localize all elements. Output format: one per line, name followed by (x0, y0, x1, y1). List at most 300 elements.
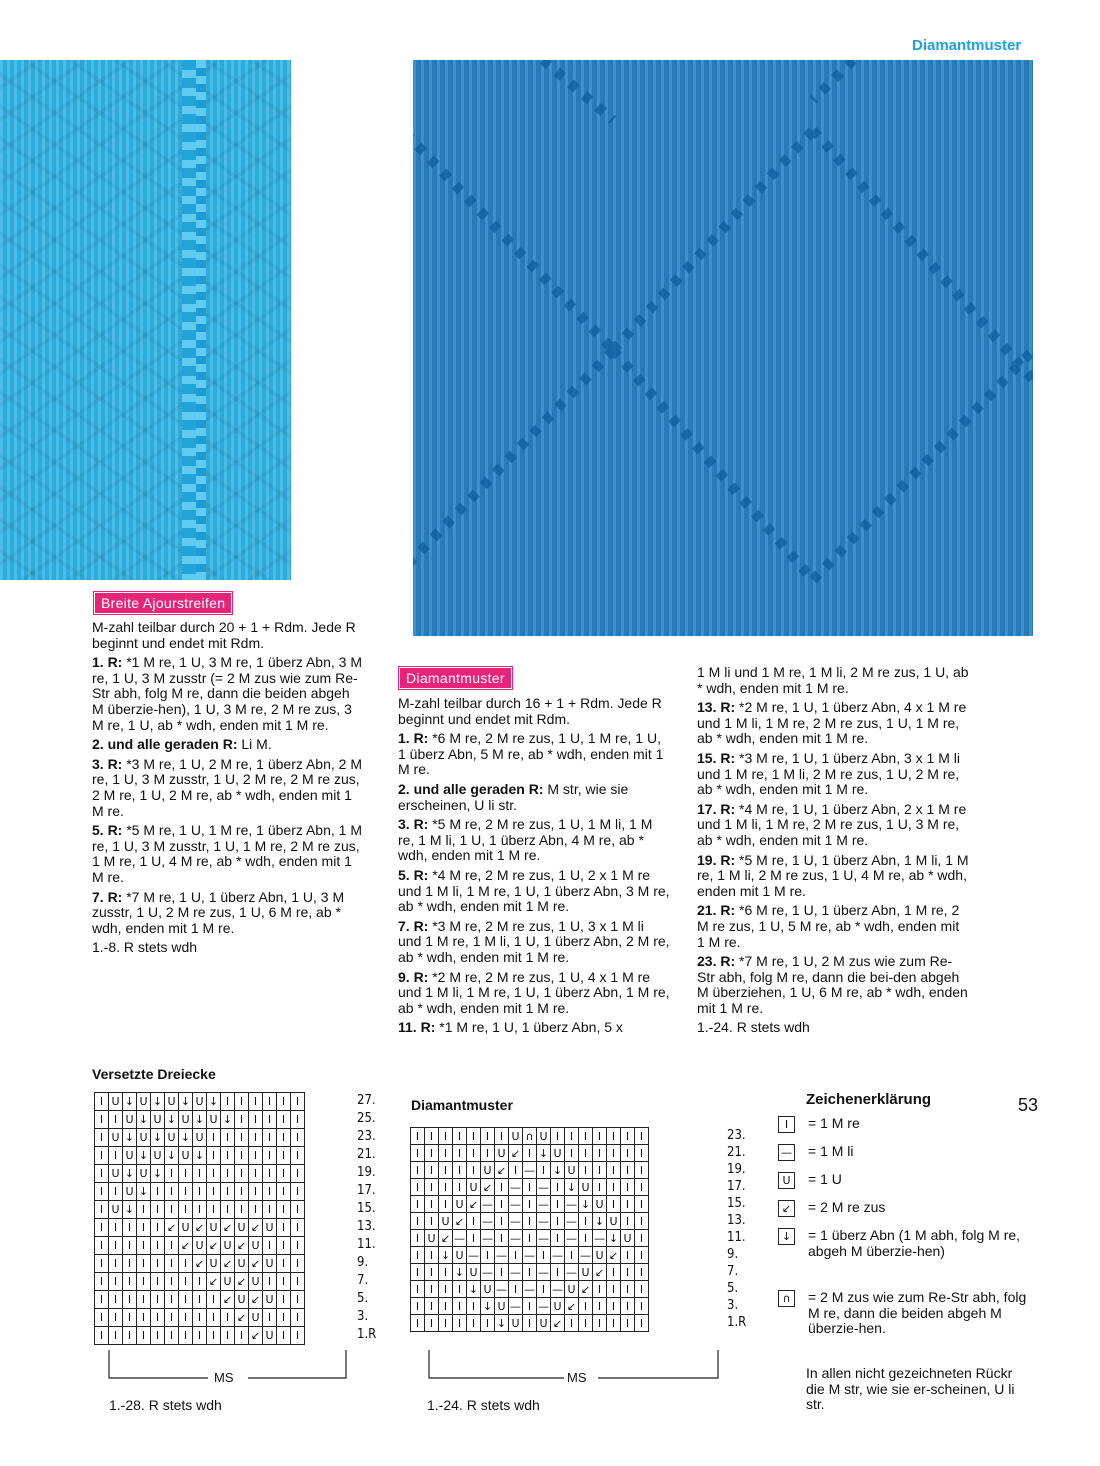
chart-cell: ↙ (221, 1255, 235, 1273)
chart-cell: ↙ (235, 1237, 249, 1255)
chart-cell: I (411, 1145, 425, 1162)
chart-cell: I (95, 1111, 109, 1129)
chart-cell: I (235, 1327, 249, 1345)
paragraph: 7. R: *7 M re, 1 U, 1 überz Abn, 1 U, 3 M zusstr, 1 U, 2 M re zus, 1 U, 6 M re, ab * wdh, enden mit 1 M re. (92, 888, 345, 936)
chart-cell: I (179, 1183, 193, 1201)
chart-cell: I (411, 1264, 425, 1281)
chart-cell: I (509, 1281, 523, 1298)
chart-cell: I (411, 1179, 425, 1196)
chart-row (95, 1183, 305, 1201)
chart-cell: I (593, 1179, 607, 1196)
chart-cell: I (123, 1237, 137, 1255)
chart-cell: I (593, 1128, 607, 1145)
chart-cell: I (109, 1255, 123, 1273)
chart-cell: I (249, 1165, 263, 1183)
row-label: 19. (357, 1165, 376, 1180)
chart-cell: ↙ (207, 1237, 221, 1255)
chart-cell: I (439, 1196, 453, 1213)
row-label: 11. (727, 1230, 746, 1245)
chart-cell: I (607, 1196, 621, 1213)
chart-cell: I (151, 1327, 165, 1345)
chart-cell: I (123, 1219, 137, 1237)
chart-cell: I (277, 1201, 291, 1219)
chart-cell: I (579, 1315, 593, 1332)
row-label: 23. (727, 1128, 746, 1143)
chart-cell: — (566, 1197, 577, 1211)
chart-cell: ↓ (439, 1247, 453, 1264)
chart-cell: U (137, 1165, 151, 1183)
chart-cell: I (635, 1145, 649, 1162)
chart-cell: I (537, 1162, 551, 1179)
chart-cell: I (109, 1183, 123, 1201)
chart-cell: I (193, 1165, 207, 1183)
paragraph: 3. R: *3 M re, 1 U, 2 M re, 1 überz Abn, 2 M re, 1 U, 3 M zusstr, 1 U, 2 M re, 2 M re zus, 2 M re, 1 U, 2 M re, ab * wdh, enden mit 1 M re. (92, 755, 362, 819)
chart-cell: I (109, 1147, 123, 1165)
chart-cell: I (179, 1273, 193, 1291)
chart-cell: I (621, 1264, 635, 1281)
chart-cell: I (523, 1230, 537, 1247)
chart-cell: I (411, 1213, 425, 1230)
chart-cell: I (221, 1093, 235, 1111)
chart-cell: I (537, 1281, 551, 1298)
chart-cell: ↓ (123, 1129, 137, 1147)
chart-cell: I (95, 1129, 109, 1147)
chart-cell: U (565, 1281, 579, 1298)
chart-cell: — (496, 1282, 507, 1296)
chart-cell: I (193, 1273, 207, 1291)
chart-cell: I (221, 1165, 235, 1183)
chart-cell: ↙ (165, 1219, 179, 1237)
row-label: 23. (357, 1129, 376, 1144)
chart-cell: U (109, 1093, 123, 1111)
row-label: 19. (727, 1162, 746, 1177)
chart-cell: I (235, 1111, 249, 1129)
chart-cell: I (277, 1309, 291, 1327)
chart-cell: I (425, 1196, 439, 1213)
chart-cell: — (538, 1214, 549, 1228)
chart-cell: I (481, 1128, 495, 1145)
chart-cell: I (453, 1128, 467, 1145)
knit-photo-ajourstreifen (0, 60, 291, 580)
chart-cell: — (566, 1214, 577, 1228)
legend-symbol: ↙ (778, 1200, 795, 1217)
chart-cell: I (109, 1309, 123, 1327)
chart-cell: I (425, 1247, 439, 1264)
legend-symbol: I (778, 1116, 795, 1133)
chart-cell: I (635, 1298, 649, 1315)
chart-cell: I (411, 1128, 425, 1145)
chart-cell: ↙ (249, 1255, 263, 1273)
chart-cell: ↓ (607, 1230, 621, 1247)
chart-cell: I (95, 1093, 109, 1111)
chart-cell: U (165, 1129, 179, 1147)
chart-cell: I (179, 1327, 193, 1345)
chart-cell: I (621, 1128, 635, 1145)
chart-cell: ↙ (235, 1309, 249, 1327)
chart-cell: U (495, 1145, 509, 1162)
chart-cell: I (593, 1315, 607, 1332)
chart-cell: U (193, 1093, 207, 1111)
chart-cell: I (249, 1093, 263, 1111)
chart-cell: I (95, 1237, 109, 1255)
chart-cell: I (523, 1298, 537, 1315)
paragraph: 2. und alle geraden R: M str, wie sie erscheinen, U li str. (398, 780, 629, 813)
chart-cell: U (467, 1179, 481, 1196)
chart-cell: ↓ (151, 1093, 165, 1111)
row-label: 5. (357, 1291, 369, 1306)
paragraph: 17. R: *4 M re, 1 U, 1 überz Abn, 2 x 1 M re und 1 M li, 1 M re, 2 M re zus, 1 U, 3 M re, ab * wdh, enden mit 1 M re. (697, 800, 967, 848)
chart-cell: I (439, 1128, 453, 1145)
chart-cell: U (593, 1247, 607, 1264)
row-label: 11. (357, 1237, 376, 1252)
chart-row (411, 1128, 649, 1145)
chart-cell: I (607, 1179, 621, 1196)
chart-cell: I (291, 1291, 305, 1309)
chart-row (411, 1162, 649, 1179)
chart-cell: U (481, 1162, 495, 1179)
chart-cell: I (425, 1315, 439, 1332)
chart-cell: ↙ (249, 1327, 263, 1345)
chart-cell: I (221, 1201, 235, 1219)
chart-cell: I (165, 1255, 179, 1273)
chart-row (95, 1237, 305, 1255)
row-label: 1.R (357, 1327, 377, 1342)
chart-cell: I (207, 1327, 221, 1345)
chart-cell: I (453, 1162, 467, 1179)
chart-cell: ↓ (137, 1183, 151, 1201)
chart-cell: I (207, 1183, 221, 1201)
chart-cell: ↓ (123, 1165, 137, 1183)
chart-cell: ↙ (221, 1291, 235, 1309)
chart-cell: I (495, 1230, 509, 1247)
chart-cell: I (425, 1264, 439, 1281)
chart-cell: ↓ (565, 1179, 579, 1196)
chart-footer-middle: 1.-24. R stets wdh (427, 1397, 540, 1413)
chart-cell: U (151, 1111, 165, 1129)
chart-cell: U (509, 1315, 523, 1332)
chart-cell: — (482, 1231, 493, 1245)
chart-cell: I (151, 1255, 165, 1273)
row-label: 1.R (727, 1315, 747, 1330)
paragraph: 2. und alle geraden R: Li M. (92, 736, 272, 753)
chart-cell: ↙ (207, 1273, 221, 1291)
chart-cell: I (277, 1147, 291, 1165)
chart-cell: I (467, 1162, 481, 1179)
paragraph: 1. R: *6 M re, 2 M re zus, 1 U, 1 M re, 1 U, 1 überz Abn, 5 M re, ab * wdh, enden mit 1 M re. (398, 730, 664, 778)
chart-cell: I (249, 1183, 263, 1201)
chart-cell: I (277, 1165, 291, 1183)
chart-cell: I (635, 1247, 649, 1264)
chart-row (411, 1247, 649, 1264)
chart-cell: — (482, 1214, 493, 1228)
chart-cell: U (537, 1128, 551, 1145)
chart-row (95, 1255, 305, 1273)
chart-cell: I (467, 1230, 481, 1247)
chart-cell: I (151, 1309, 165, 1327)
chart-cell: I (481, 1145, 495, 1162)
chart-cell: I (109, 1111, 123, 1129)
chart-cell: I (179, 1309, 193, 1327)
chart-cell: I (249, 1201, 263, 1219)
chart-cell: I (425, 1179, 439, 1196)
chart-cell: U (207, 1255, 221, 1273)
chart-cell: I (579, 1213, 593, 1230)
chart-cell: I (123, 1273, 137, 1291)
paragraph: 1.-24. R stets wdh (697, 1019, 810, 1036)
chart-cell: I (523, 1196, 537, 1213)
chart-cell: I (495, 1179, 509, 1196)
chart-cell: I (207, 1201, 221, 1219)
chart-cell: I (453, 1315, 467, 1332)
chart-cell: — (566, 1265, 577, 1279)
legend-title: Zeichenerklärung (806, 1091, 932, 1108)
chart-cell: I (95, 1309, 109, 1327)
chart-cell: U (235, 1291, 249, 1309)
chart-cell: ↓ (495, 1315, 509, 1332)
chart-cell: ↙ (249, 1291, 263, 1309)
chart-cell: I (635, 1264, 649, 1281)
chart-cell: U (123, 1147, 137, 1165)
chart-cell: I (277, 1291, 291, 1309)
paragraph: 1. R: *1 M re, 1 U, 3 M re, 1 überz Abn, 3 M re, 1 U, 3 M zusstr (= 2 M zus wie zum Re-Str abh, folg M re, dann die beiden abgeh M überzie-hen), 1 U, 3 M re, 2 M re zus, 3 M re, 1 U, ab * wdh, enden mit 1 M re. (92, 654, 362, 733)
chart-cell: I (291, 1237, 305, 1255)
legend-symbol: U (778, 1172, 795, 1189)
chart-cell: I (95, 1255, 109, 1273)
chart-cell: I (151, 1219, 165, 1237)
chart-cell: I (235, 1165, 249, 1183)
chart-row (95, 1327, 305, 1345)
chart-cell: U (537, 1315, 551, 1332)
chart-cell: I (551, 1179, 565, 1196)
chart-cell: I (607, 1128, 621, 1145)
chart-cell: I (109, 1237, 123, 1255)
chart-cell: I (565, 1315, 579, 1332)
chart-cell: I (607, 1145, 621, 1162)
chart-cell: I (621, 1179, 635, 1196)
chart-cell: — (538, 1265, 549, 1279)
chart-cell: I (551, 1128, 565, 1145)
chart-cell: U (481, 1281, 495, 1298)
chart-cell: — (594, 1231, 605, 1245)
chart-cell: I (579, 1128, 593, 1145)
chart-cell: I (151, 1201, 165, 1219)
chart-cell: U (263, 1255, 277, 1273)
row-label: 13. (727, 1213, 746, 1228)
chart-cell: I (607, 1162, 621, 1179)
chart-cell: U (579, 1264, 593, 1281)
chart-cell: U (453, 1196, 467, 1213)
chart-cell: I (291, 1165, 305, 1183)
chart-cell: I (95, 1165, 109, 1183)
chart-cell: ↓ (593, 1213, 607, 1230)
chart-cell: I (249, 1111, 263, 1129)
chart-cell: I (207, 1147, 221, 1165)
paragraph: 19. R: *5 M re, 1 U, 1 überz Abn, 1 M li, 1 M re, 1 M li, 2 M re zus, 1 U, 4 M re, ab * wdh, enden mit 1 M re. (697, 851, 969, 899)
chart-cell: I (165, 1291, 179, 1309)
chart-cell: I (621, 1213, 635, 1230)
chart-cell: I (621, 1196, 635, 1213)
chart-cell: ↓ (207, 1093, 221, 1111)
chart-cell: I (193, 1291, 207, 1309)
chart-cell: I (95, 1147, 109, 1165)
chart-cell: I (165, 1309, 179, 1327)
chart-cell: U (137, 1093, 151, 1111)
chart-cell: — (454, 1231, 465, 1245)
chart-cell: — (538, 1197, 549, 1211)
chart-cell: ↓ (221, 1111, 235, 1129)
chart-cell: I (123, 1327, 137, 1345)
paragraph: 1.-8. R stets wdh (92, 939, 198, 956)
chart-cell: I (179, 1165, 193, 1183)
chart-cell: I (551, 1264, 565, 1281)
chart-cell: U (509, 1128, 523, 1145)
chart-cell: I (453, 1298, 467, 1315)
row-label: 17. (727, 1179, 746, 1194)
chart-cell: U (249, 1309, 263, 1327)
chart-cell: I (607, 1315, 621, 1332)
chart-cell: ↓ (165, 1111, 179, 1129)
chart-cell: I (165, 1273, 179, 1291)
chart-cell: I (165, 1201, 179, 1219)
chart-cell: I (607, 1281, 621, 1298)
row-label: 7. (727, 1264, 739, 1279)
chart-cell: I (453, 1145, 467, 1162)
chart-cell: I (425, 1128, 439, 1145)
instructions-ajourstreifen (92, 620, 364, 960)
chart-cell: I (263, 1111, 277, 1129)
chart-cell: I (453, 1179, 467, 1196)
chart-cell: — (538, 1299, 549, 1313)
chart-cell: I (621, 1298, 635, 1315)
paragraph: 21. R: *6 M re, 1 U, 1 überz Abn, 1 M re, 2 M re zus, 1 U, 5 M re, ab * wdh, enden mit 1 M re. (697, 902, 960, 950)
row-label: 21. (357, 1147, 376, 1162)
chart-row (95, 1291, 305, 1309)
chart-cell: I (235, 1183, 249, 1201)
chart-cell: ↙ (607, 1247, 621, 1264)
chart-cell: ↙ (453, 1213, 467, 1230)
chart-cell: I (467, 1315, 481, 1332)
chart-cell: I (439, 1264, 453, 1281)
chart-cell: I (635, 1162, 649, 1179)
legend-text: = 2 M zus wie zum Re-Str abh, folg M re, dann die beiden abgeh M überzie-hen. (808, 1289, 1027, 1337)
ms-label-left: MS (214, 1370, 234, 1385)
chart-cell: I (579, 1162, 593, 1179)
chart-cell: I (95, 1291, 109, 1309)
chart-cell: ↙ (495, 1162, 509, 1179)
chart-cell: U (249, 1237, 263, 1255)
chart-cell: U (439, 1213, 453, 1230)
legend-symbol: ∩ (778, 1290, 795, 1307)
chart-cell: I (165, 1183, 179, 1201)
chart-cell: — (524, 1163, 535, 1177)
chart-row (95, 1309, 305, 1327)
chart-cell: ↙ (565, 1298, 579, 1315)
chart-cell: U (235, 1255, 249, 1273)
chart-cell: I (481, 1315, 495, 1332)
chart-cell: I (277, 1237, 291, 1255)
legend-symbol: — (778, 1144, 795, 1161)
chart-cell: U (193, 1237, 207, 1255)
paragraph: 13. R: *2 M re, 1 U, 1 überz Abn, 4 x 1 M re und 1 M li, 1 M re, 2 M re zus, 1 U, 1 M re, ab * wdh, enden mit 1 M re. (697, 699, 967, 747)
paragraph: 5. R: *4 M re, 2 M re zus, 1 U, 2 x 1 M re und 1 M li, 1 M re, 1 U, 1 überz Abn, 3 M re, ab * wdh, enden mit 1 M re. (398, 866, 670, 915)
chart-cell: ↙ (579, 1281, 593, 1298)
chart-cell: I (123, 1309, 137, 1327)
chart-cell: — (552, 1282, 563, 1296)
chart-cell: I (635, 1230, 649, 1247)
chart-cell: — (580, 1248, 591, 1262)
chart-cell: I (607, 1264, 621, 1281)
chart-cell: I (277, 1273, 291, 1291)
chart-cell: U (151, 1147, 165, 1165)
chart-cell: I (221, 1309, 235, 1327)
chart-cell: I (291, 1111, 305, 1129)
chart-cell: ↙ (221, 1219, 235, 1237)
chart-cell: I (551, 1230, 565, 1247)
chart-cell: I (137, 1237, 151, 1255)
chart-cell: I (291, 1273, 305, 1291)
chart-cell: ↓ (137, 1147, 151, 1165)
chart-cell: I (439, 1298, 453, 1315)
chart-cell: I (565, 1128, 579, 1145)
chart-cell: I (411, 1162, 425, 1179)
chart-cell: I (249, 1147, 263, 1165)
paragraph: 23. R: *7 M re, 1 U, 2 M zus wie zum Re-Str abh, folg M re, dann die bei-den abgeh M überziehen, 1 U, 6 M re, ab * wdh, enden mit 1 M re. (697, 953, 968, 1016)
chart-cell: I (411, 1315, 425, 1332)
chart-cell: I (635, 1128, 649, 1145)
chart-cell: I (165, 1237, 179, 1255)
chart-cell: I (151, 1237, 165, 1255)
chart-cell: U (207, 1219, 221, 1237)
chart-cell: I (263, 1237, 277, 1255)
chart-row (95, 1147, 305, 1165)
chart-row (411, 1264, 649, 1281)
chart-row (95, 1129, 305, 1147)
chart-cell: ↓ (165, 1147, 179, 1165)
paragraph: M-zahl teilbar durch 20 + 1 + Rdm. Jede R beginnt und endet mit Rdm. (92, 619, 356, 651)
chart-row (411, 1281, 649, 1298)
chart-row (411, 1298, 649, 1315)
chart-cell: U (179, 1147, 193, 1165)
chart-cell: I (277, 1219, 291, 1237)
chart-cell: ↓ (551, 1162, 565, 1179)
chart-cell: ↙ (439, 1230, 453, 1247)
chart-cell: I (137, 1327, 151, 1345)
chart-cell: I (95, 1201, 109, 1219)
chart-cell: I (165, 1165, 179, 1183)
chart-cell: I (109, 1291, 123, 1309)
paragraph: 7. R: *3 M re, 2 M re zus, 1 U, 3 x 1 M li und 1 M re, 1 M li, 1 U, 1 überz Abn, 2 M re, ab * wdh, enden mit 1 M re. (398, 917, 670, 965)
chart-cell: I (277, 1129, 291, 1147)
chart-cell: I (291, 1255, 305, 1273)
chart-cell: I (207, 1291, 221, 1309)
chart-cell: ↓ (137, 1111, 151, 1129)
chart-cell: I (193, 1327, 207, 1345)
chart-cell: I (425, 1298, 439, 1315)
chart-cell: I (137, 1255, 151, 1273)
chart-cell: U (235, 1219, 249, 1237)
chart-cell: ↙ (467, 1196, 481, 1213)
chart-cell: I (109, 1327, 123, 1345)
row-label: 9. (727, 1247, 739, 1262)
chart-row (95, 1201, 305, 1219)
instructions-diamantmuster (398, 696, 670, 1040)
chart-cell: I (551, 1196, 565, 1213)
chart-cell: I (263, 1273, 277, 1291)
chart-footer-left: 1.-28. R stets wdh (109, 1397, 222, 1413)
chart-cell: I (411, 1196, 425, 1213)
paragraph: 3. R: *5 M re, 2 M re zus, 1 U, 1 M li, 1 M re, 1 M li, 1 U, 1 überz Abn, 4 M re, ab * wdh, enden mit 1 M re. (398, 816, 653, 864)
chart-cell: U (621, 1230, 635, 1247)
